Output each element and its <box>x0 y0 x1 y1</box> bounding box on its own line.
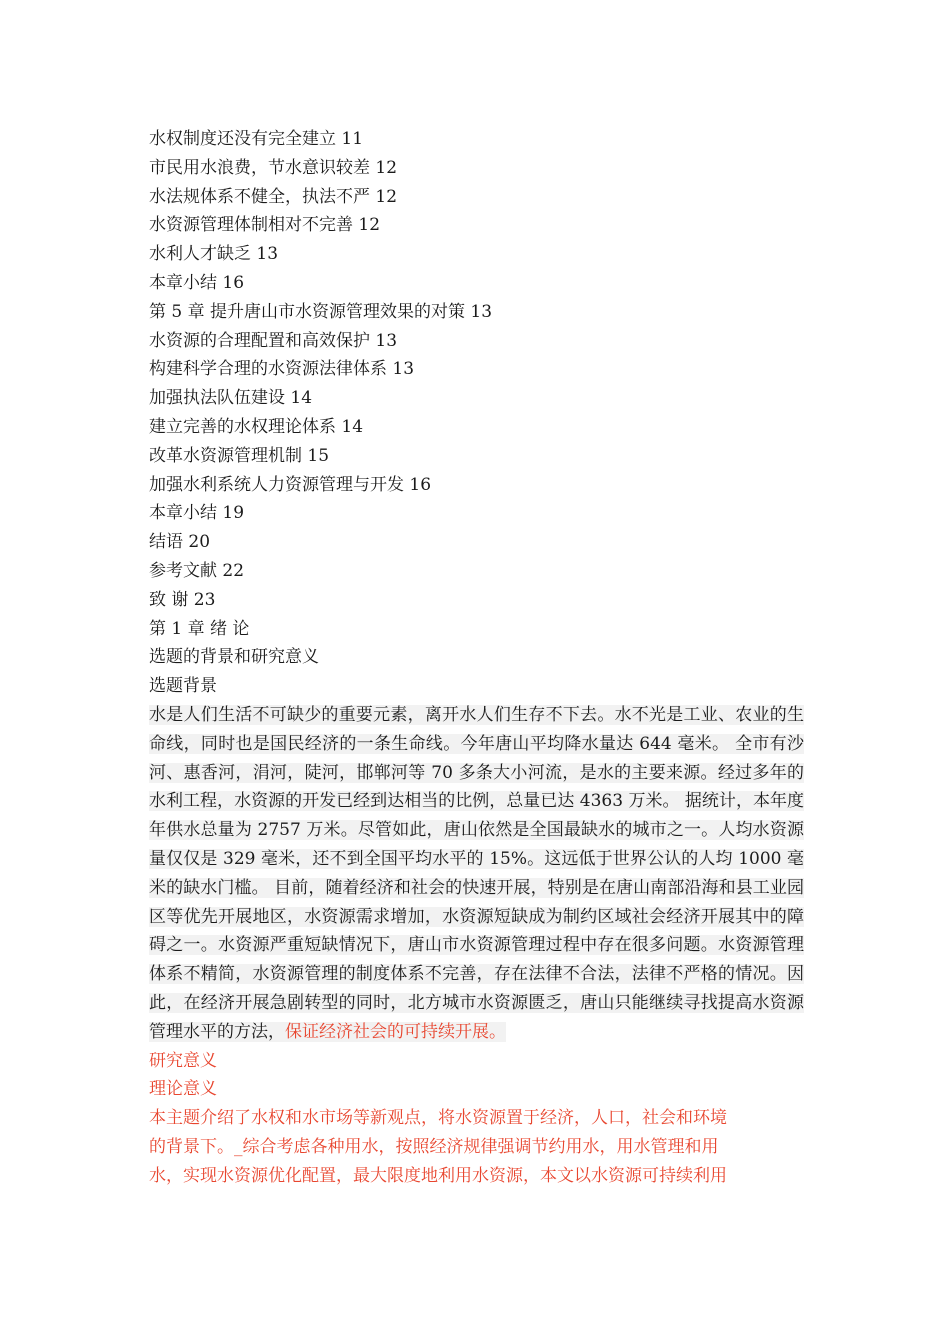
toc-entry: 市民用水浪费，节水意识较差 12 <box>149 157 398 178</box>
background-text: 水是人们生活不可缺少的重要元素，离开水人们生存不下去。水不光是工业、农业的生命线，同时也是国民经济的一条生命线。今年唐山平均降水量达 644 毫米。 全市有沙河、惠香河，涓河，陡河，邯郸河等 70 多条大小河流，是水的主要来源。经过多年的水利工程，水资源的开发已经到达相当的比例，总量已达 4363 万米。 据统计，本年度年供水总量为 2757 万米。尽管如此，唐山依然是全国最缺水的城市之一。人均水资源量仅仅是 329 毫米，还不到全国平均水平的 15%。这远低于世界公认的人均 1000 毫米的缺水门槛。 目前，随着经济和社会的快速开展，特别是在唐山南部沿海和县工业园区等优先开展地区，水资源需求增加，水资源短缺成为制约区域社会经济开展其中的障碍之一。水资源严重短缺情况下，唐山市水资源管理过程中存在很多问题。水资源管理体系不精简，水资源管理的制度体系不完善，存在法律不合法，法律不严格的情况。因此，在经济开展急剧转型的同时，北方城市水资源匮乏，唐山只能继续寻找提高水资源管理水平的方法， <box>149 704 804 1042</box>
toc-entry: 构建科学合理的水资源法律体系 13 <box>149 359 415 380</box>
toc-entry: 改革水资源管理机制 15 <box>149 445 330 466</box>
background-paragraph <box>149 701 804 1047</box>
toc-entry: 建立完善的水权理论体系 14 <box>149 416 364 437</box>
theory-line: 水，实现水资源优化配置，最大限度地利用水资源，本文以水资源可持续利用 <box>149 1165 727 1186</box>
toc-entry: 加强水利系统人力资源管理与开发 16 <box>149 474 432 495</box>
chapter-heading: 第 1 章 绪 论 <box>149 618 250 639</box>
toc-entry: 水资源的合理配置和高效保护 13 <box>149 330 398 351</box>
research-heading: 研究意义 <box>149 1050 217 1071</box>
toc-entry: 水法规体系不健全，执法不严 12 <box>149 186 398 207</box>
toc-entry: 第 5 章 提升唐山市水资源管理效果的对策 13 <box>149 301 493 322</box>
background-highlight: 保证经济社会的可持续开展。 <box>285 1021 506 1042</box>
toc-entry: 水资源管理体制相对不完善 12 <box>149 215 381 236</box>
toc-entry: 水权制度还没有完全建立 11 <box>149 129 364 149</box>
toc-entry: 致 谢 23 <box>149 589 216 610</box>
toc-entry: 本章小结 19 <box>149 503 245 524</box>
toc-entry: 参考文献 22 <box>149 560 245 581</box>
toc-entry: 加强执法队伍建设 14 <box>149 388 313 409</box>
theory-heading: 理论意义 <box>149 1079 217 1100</box>
toc-entry: 结语 20 <box>149 532 211 553</box>
table-of-contents <box>149 125 804 701</box>
theory-line: 本主题介绍了水权和水市场等新观点，将水资源置于经济，人口，社会和环境 <box>149 1108 727 1129</box>
document-page <box>149 125 804 1190</box>
theory-line: 的背景下。_综合考虑各种用水，按照经济规律强调节约用水，用水管理和用 <box>149 1136 719 1157</box>
toc-entry: 水利人才缺乏 13 <box>149 244 279 265</box>
subsection-heading: 选题背景 <box>149 676 217 697</box>
toc-entry: 本章小结 16 <box>149 272 245 293</box>
section-heading: 选题的背景和研究意义 <box>149 647 319 668</box>
